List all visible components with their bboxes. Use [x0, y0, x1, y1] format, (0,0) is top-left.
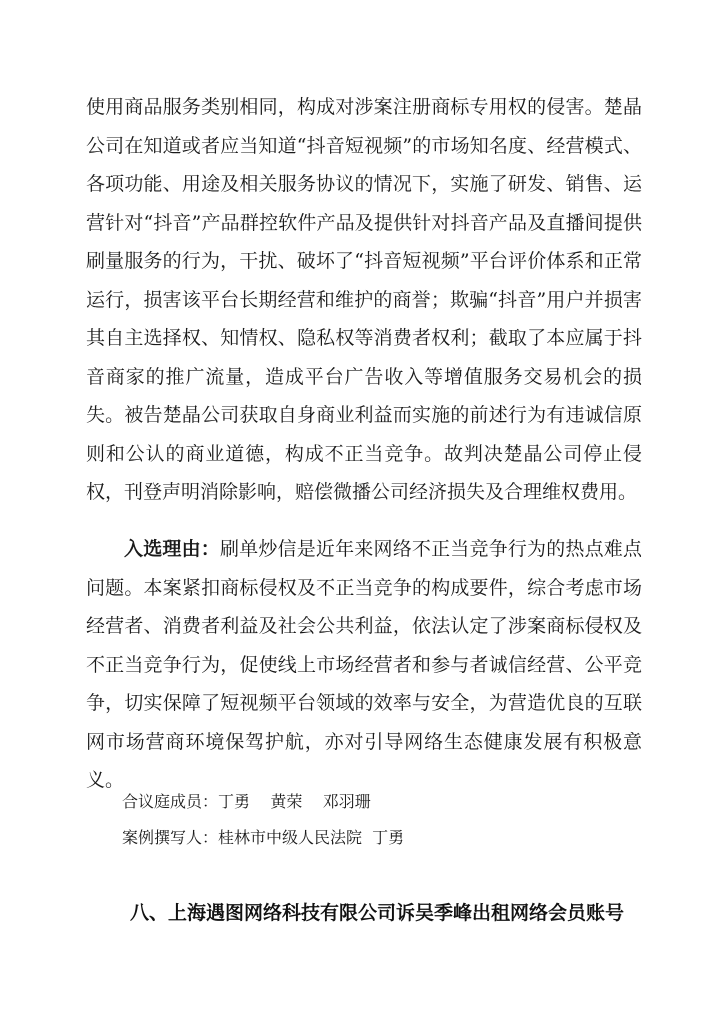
section-heading: 八、上海遇图网络科技有限公司诉吴季峰出租网络会员账号: [130, 902, 625, 924]
selection-reason-text: 刷单炒信是近年来网络不正当竞争行为的热点难点问题。本案紧扣商标侵权及不正当竞争的构成要件，综合考虑市场经营者、消费者利益及社会公共利益，依法认定了涉案商标侵权及不正当竞争行为，促使线上市场经营者和参与者诚信经营、公平竞争，切实保障了短视频平台领域的效率与安全，为营造优良的互联网市场营商环境保驾护航，亦对引导网络生态健康发展有积极意义。: [86, 538, 642, 791]
selection-reason-label: 入选理由：: [124, 538, 220, 560]
collegial-panel-members: 合议庭成员：丁勇 黄荣 邓羽珊: [122, 792, 371, 811]
body-paragraph-selection-reason: [86, 530, 642, 800]
body-paragraph-judgment: 使用商品服务类别相同，构成对涉案注册商标专用权的侵害。楚晶公司在知道或者应当知道“抖音短视频”的市场知名度、经营模式、各项功能、用途及相关服务协议的情况下，实施了研发、销售、运营针对“抖音”产品群控软件产品及提供针对抖音产品及直播间提供刷量服务的行为，干扰、破坏了“抖音短视频”平台评价体系和正常运行，损害该平台长期经营和维护的商誉；欺骗“抖音”用户并损害其自主选择权、知情权、隐私权等消费者权利；截取了本应属于抖音商家的推广流量，造成平台广告收入等增值服务交易机会的损失。被告楚晶公司获取自身商业利益而实施的前述行为有违诚信原则和公认的商业道德，构成不正当竞争。故判决楚晶公司停止侵权，刊登声明消除影响，赔偿微播公司经济损失及合理维权费用。: [86, 96, 642, 503]
case-writer: 案例撰写人：桂林市中级人民法院 丁勇: [122, 828, 405, 847]
